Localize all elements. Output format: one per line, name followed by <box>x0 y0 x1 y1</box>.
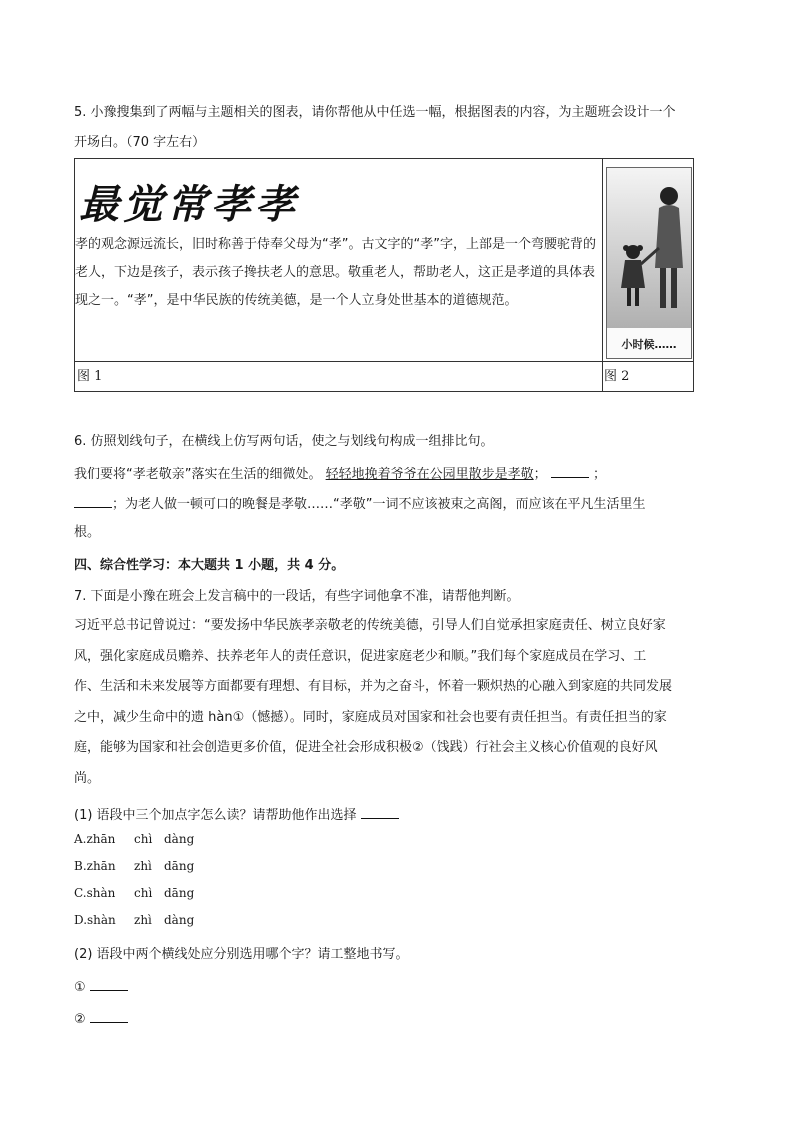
section4-label: 四、综合性学习： <box>74 558 179 573</box>
section4-detail: 本大题共 1 小题，共 4 分。 <box>178 558 345 573</box>
option-b-2: zhì <box>134 859 152 873</box>
option-b-3: dāng <box>164 859 195 873</box>
answer-2-marker: ② <box>74 1012 86 1027</box>
answer-1-blank[interactable] <box>90 976 128 991</box>
figure2-cell <box>602 159 693 361</box>
q7-sub1-blank[interactable] <box>361 804 399 819</box>
caption-divider <box>75 361 693 362</box>
q7-para-6: 尚。 <box>74 771 101 786</box>
option-c-2: chì <box>134 886 153 900</box>
option-d[interactable] <box>74 913 194 927</box>
option-b-1: B.zhān <box>74 859 116 873</box>
q6-underlined-sentence: 轻轻地挽着爷爷在公园里散步是孝敬 <box>325 467 534 482</box>
q7-intro: 7. 下面是小豫在班会上发言稿中的一段话，有些字词他拿不准，请帮他判断。 <box>74 589 520 604</box>
q7-answer-1 <box>74 976 128 998</box>
q7-sub1 <box>74 804 399 826</box>
option-a[interactable] <box>74 832 194 846</box>
option-d-1: D.shàn <box>74 913 116 927</box>
option-d-2: zhì <box>134 913 152 927</box>
caption-column-divider <box>602 361 603 391</box>
q7-sub1-text: (1) 语段中三个加点字怎么读？请帮助他作出选择 <box>74 808 357 823</box>
option-a-3: dàng <box>164 832 195 846</box>
answer-1-marker: ① <box>74 980 86 995</box>
q6-semicolon: ； <box>592 467 606 482</box>
q7-para-1: 习近平总书记曾说过：“要发扬中华民族孝亲敬老的传统美德，引导人们自觉承担家庭责任、树立良好家 <box>74 618 666 633</box>
figure1-label: 图 1 <box>77 369 103 384</box>
q6-line2 <box>74 463 606 485</box>
figure2-label: 图 2 <box>604 369 630 384</box>
q6-blank-1[interactable] <box>551 463 589 478</box>
figure-table <box>74 158 694 392</box>
q6-line3 <box>74 493 645 515</box>
q7-para-4: 之中，减少生命中的遗 hàn①（憾撼）。同时，家庭成员对国家和社会也要有责任担当。有责任担当的家 <box>74 710 667 725</box>
figure2-image <box>606 167 692 359</box>
q6-line2-pre: 我们要将“孝老敬亲”落实在生活的细微处。 <box>74 467 322 482</box>
q6-line2-post: ； <box>533 467 547 482</box>
figure1-title: 最觉常孝孝 <box>79 181 299 228</box>
q7-answer-2 <box>74 1008 128 1030</box>
q7-para-2: 风，强化家庭成员赡养、扶养老年人的责任意识，促进家庭老少和顺。”我们每个家庭成员在学习、工 <box>74 649 647 664</box>
q7-sub2: (2) 语段中两个横线处应分别选用哪个字？请工整地书写。 <box>74 947 409 962</box>
option-c[interactable] <box>74 886 194 900</box>
q7-para-3: 作、生活和未来发展等方面都要有理想、有目标，并为之奋斗，怀着一颗炽热的心融入到家庭的共同发展 <box>74 679 673 694</box>
parent-child-illustration <box>607 168 691 328</box>
figure2-caption: 小时候…… <box>621 338 677 351</box>
option-d-3: dàng <box>164 913 195 927</box>
option-a-2: chì <box>134 832 153 846</box>
section4-heading <box>74 556 344 576</box>
q6-blank-2[interactable] <box>74 493 112 508</box>
q6-line1: 6. 仿照划线句子，在横线上仿写两句话，使之与划线句构成一组排比句。 <box>74 434 494 449</box>
option-c-1: C.shàn <box>74 886 116 900</box>
figure1-cell <box>75 159 603 361</box>
option-c-3: dāng <box>164 886 195 900</box>
q7-para-5: 庭，能够为国家和社会创造更多价值，促进全社会形成积极②（饯践）行社会主义核心价值观的良好风 <box>74 740 658 755</box>
answer-2-blank[interactable] <box>90 1008 128 1023</box>
q6-line3-text: ；为老人做一顿可口的晚餐是孝敬……“孝敬”一词不应该被束之高阁，而应该在平凡生活里生 <box>112 497 646 512</box>
q5-line2: 开场白。（70 字左右） <box>74 135 206 150</box>
option-b[interactable] <box>74 859 194 873</box>
option-a-1: A.zhān <box>74 832 116 846</box>
q6-line4: 根。 <box>74 525 101 540</box>
figure1-text: 孝的观念源远流长，旧时称善于侍奉父母为“孝”。古文字的“孝”字，上部是一个弯腰驼背的老人，下边是孩子，表示孩子搀扶老人的意思。敬重老人，帮助老人，这正是孝道的具体表现之一。“孝”，是中华民族的传统美德，是一个人立身处世基本的道德规范。 <box>75 237 596 308</box>
q5-line1: 5. 小豫搜集到了两幅与主题相关的图表，请你帮他从中任选一幅，根据图表的内容，为主题班会设计一个 <box>74 105 676 120</box>
